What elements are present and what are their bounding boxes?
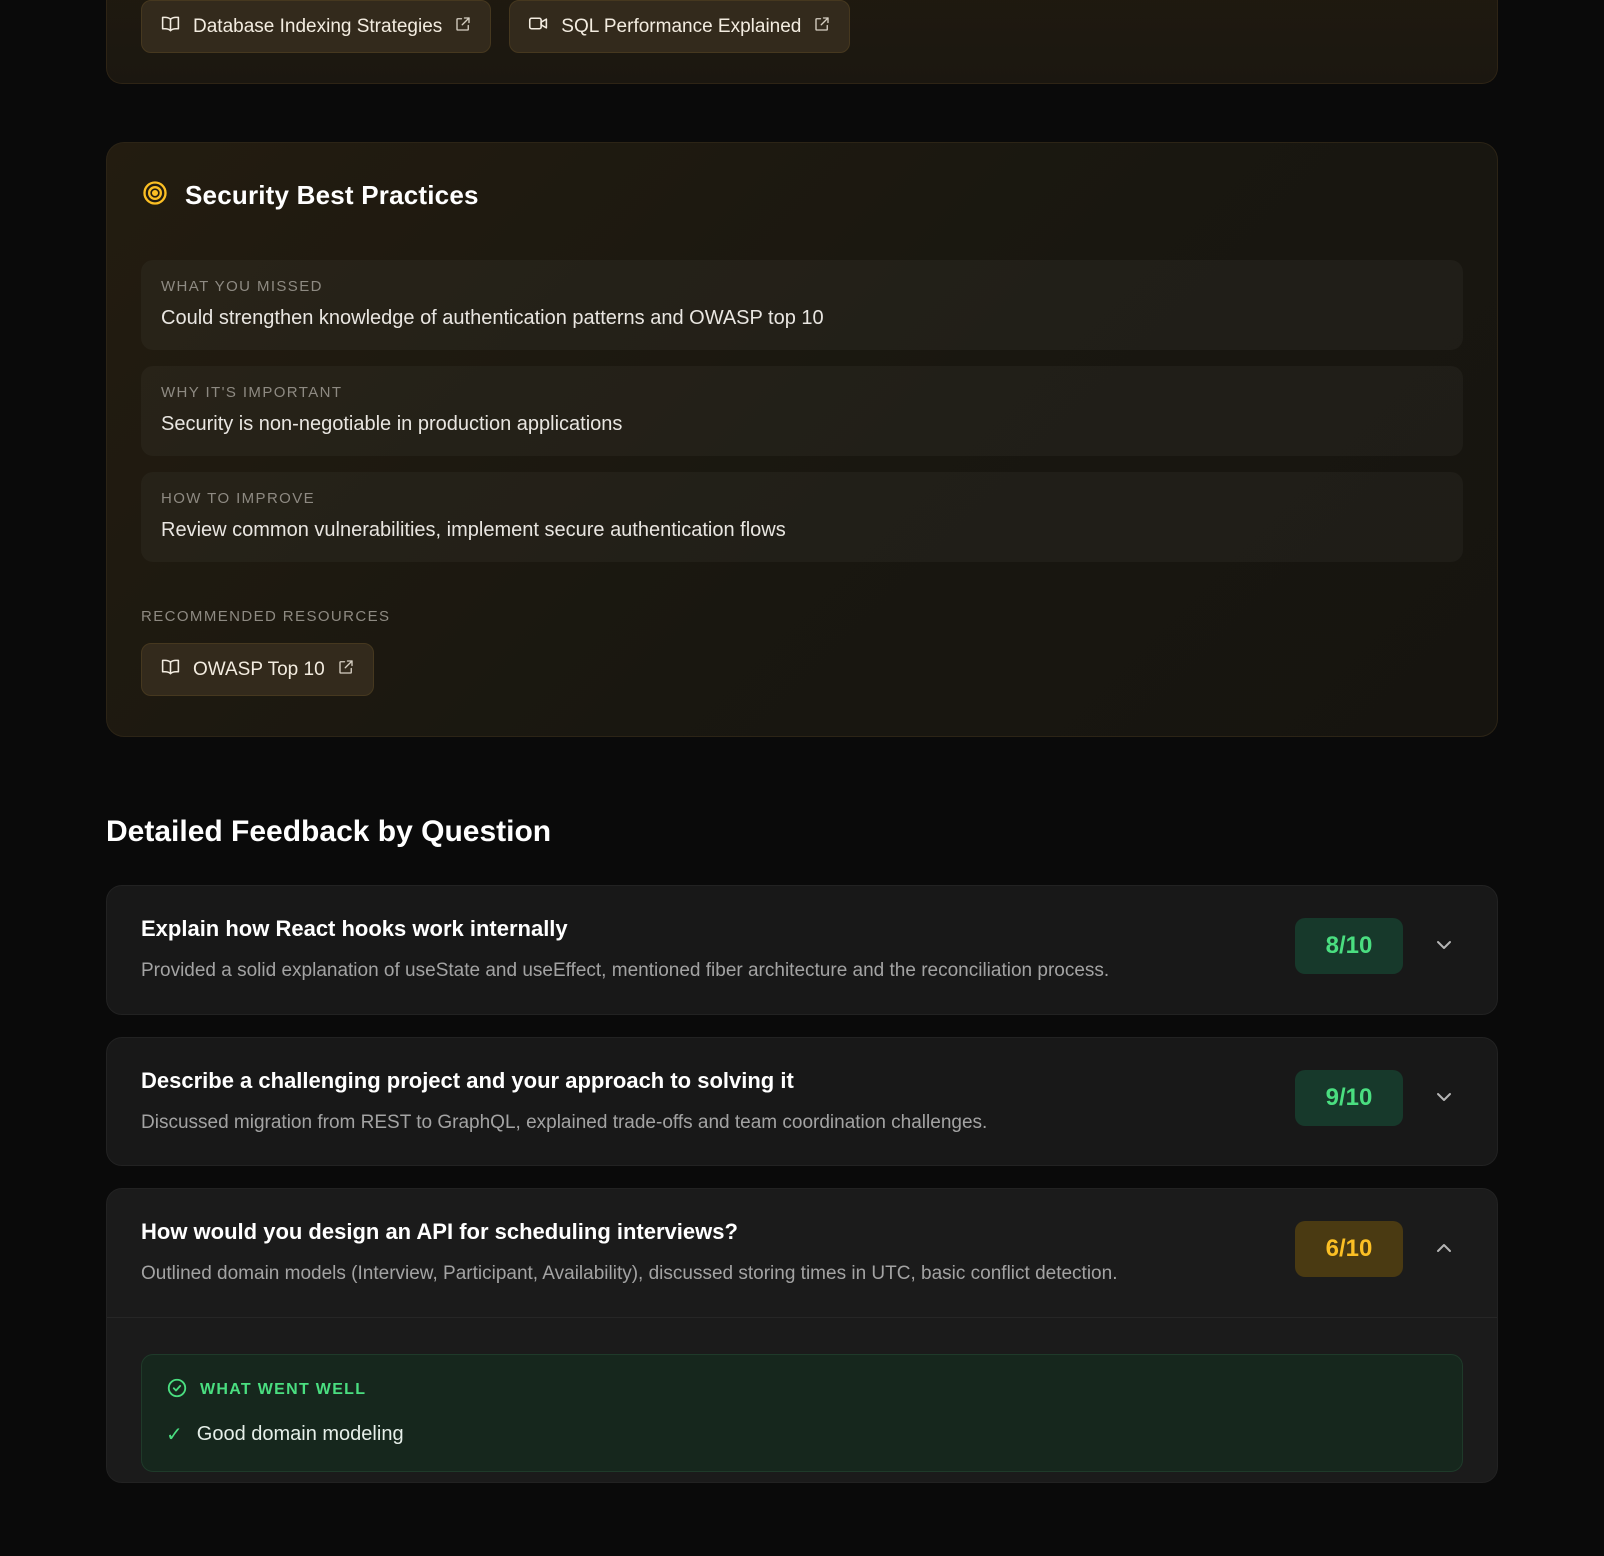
resource-chip-label: SQL Performance Explained [561, 15, 802, 37]
chevron-up-icon[interactable] [1423, 1227, 1465, 1269]
what-went-well-item [166, 1422, 1438, 1447]
question-card-react-hooks[interactable] [106, 885, 1498, 1015]
resource-chip-label: OWASP Top 10 [193, 658, 325, 680]
what-went-well-label: WHAT WENT WELL [200, 1381, 367, 1399]
security-best-practices-card [106, 142, 1498, 737]
info-text: Security is non-negotiable in production applications [161, 413, 623, 435]
question-card-challenging-project[interactable] [106, 1037, 1498, 1167]
external-link-icon [337, 658, 355, 682]
info-block-what-you-missed [141, 260, 1463, 350]
resource-chip-database-indexing[interactable] [141, 0, 491, 53]
chevron-down-icon[interactable] [1423, 924, 1465, 966]
external-link-icon [813, 15, 831, 39]
info-label: WHY IT'S IMPORTANT [161, 384, 343, 401]
info-block-how-to-improve [141, 472, 1463, 562]
book-icon [160, 13, 181, 40]
question-score-badge: 9/10 [1295, 1070, 1403, 1126]
question-title: Explain how React hooks work internally [141, 916, 568, 941]
external-link-icon [454, 15, 472, 39]
check-icon: ✓ [166, 1423, 183, 1446]
check-circle-icon [166, 1377, 188, 1404]
info-text: Review common vulnerabilities, implement secure authentication flows [161, 519, 786, 541]
question-summary: Provided a solid explanation of useState and useEffect, mentioned fiber architecture and the reconciliation process. [141, 960, 1110, 981]
question-detail-panel [107, 1317, 1497, 1482]
what-went-well-box [141, 1354, 1463, 1472]
what-went-well-item-label: Good domain modeling [196, 1422, 404, 1445]
resource-chip-sql-performance[interactable] [509, 0, 850, 53]
question-title: Describe a challenging project and your approach to solving it [141, 1067, 794, 1093]
previous-card-resources [0, 0, 1604, 84]
recommended-resources-label: RECOMMENDED RESOURCES [141, 608, 391, 625]
question-summary: Outlined domain models (Interview, Participant, Availability), discussed storing times in UTC, basic conflict detection. [141, 1263, 1118, 1285]
what-went-well-header [166, 1377, 1438, 1404]
recommended-resources-row [141, 643, 1463, 696]
info-block-why-its-important [141, 366, 1463, 456]
security-card-header [141, 179, 1463, 212]
book-icon [160, 656, 181, 683]
info-label: HOW TO IMPROVE [161, 490, 316, 507]
chevron-down-icon[interactable] [1423, 1076, 1465, 1118]
question-card-scheduling-api[interactable] [106, 1188, 1498, 1483]
resource-chip-owasp-top-10[interactable] [141, 643, 374, 696]
info-label: WHAT YOU MISSED [161, 278, 323, 295]
info-text: Could strengthen knowledge of authentication patterns and OWASP top 10 [161, 307, 824, 329]
question-title: How would you design an API for scheduling interviews? [141, 1219, 738, 1245]
resource-chip-label: Database Indexing Strategies [193, 15, 443, 37]
question-score-badge: 8/10 [1295, 918, 1403, 974]
section-title-detailed-feedback: Detailed Feedback by Question [106, 815, 552, 848]
question-score-badge: 6/10 [1295, 1221, 1403, 1277]
video-icon [528, 13, 549, 40]
security-card-title: Security Best Practices [185, 180, 479, 210]
target-icon [141, 179, 169, 212]
resource-chip-row [141, 0, 1463, 53]
question-summary: Discussed migration from REST to GraphQL, explained trade-offs and team coordination challenges. [141, 1111, 988, 1133]
